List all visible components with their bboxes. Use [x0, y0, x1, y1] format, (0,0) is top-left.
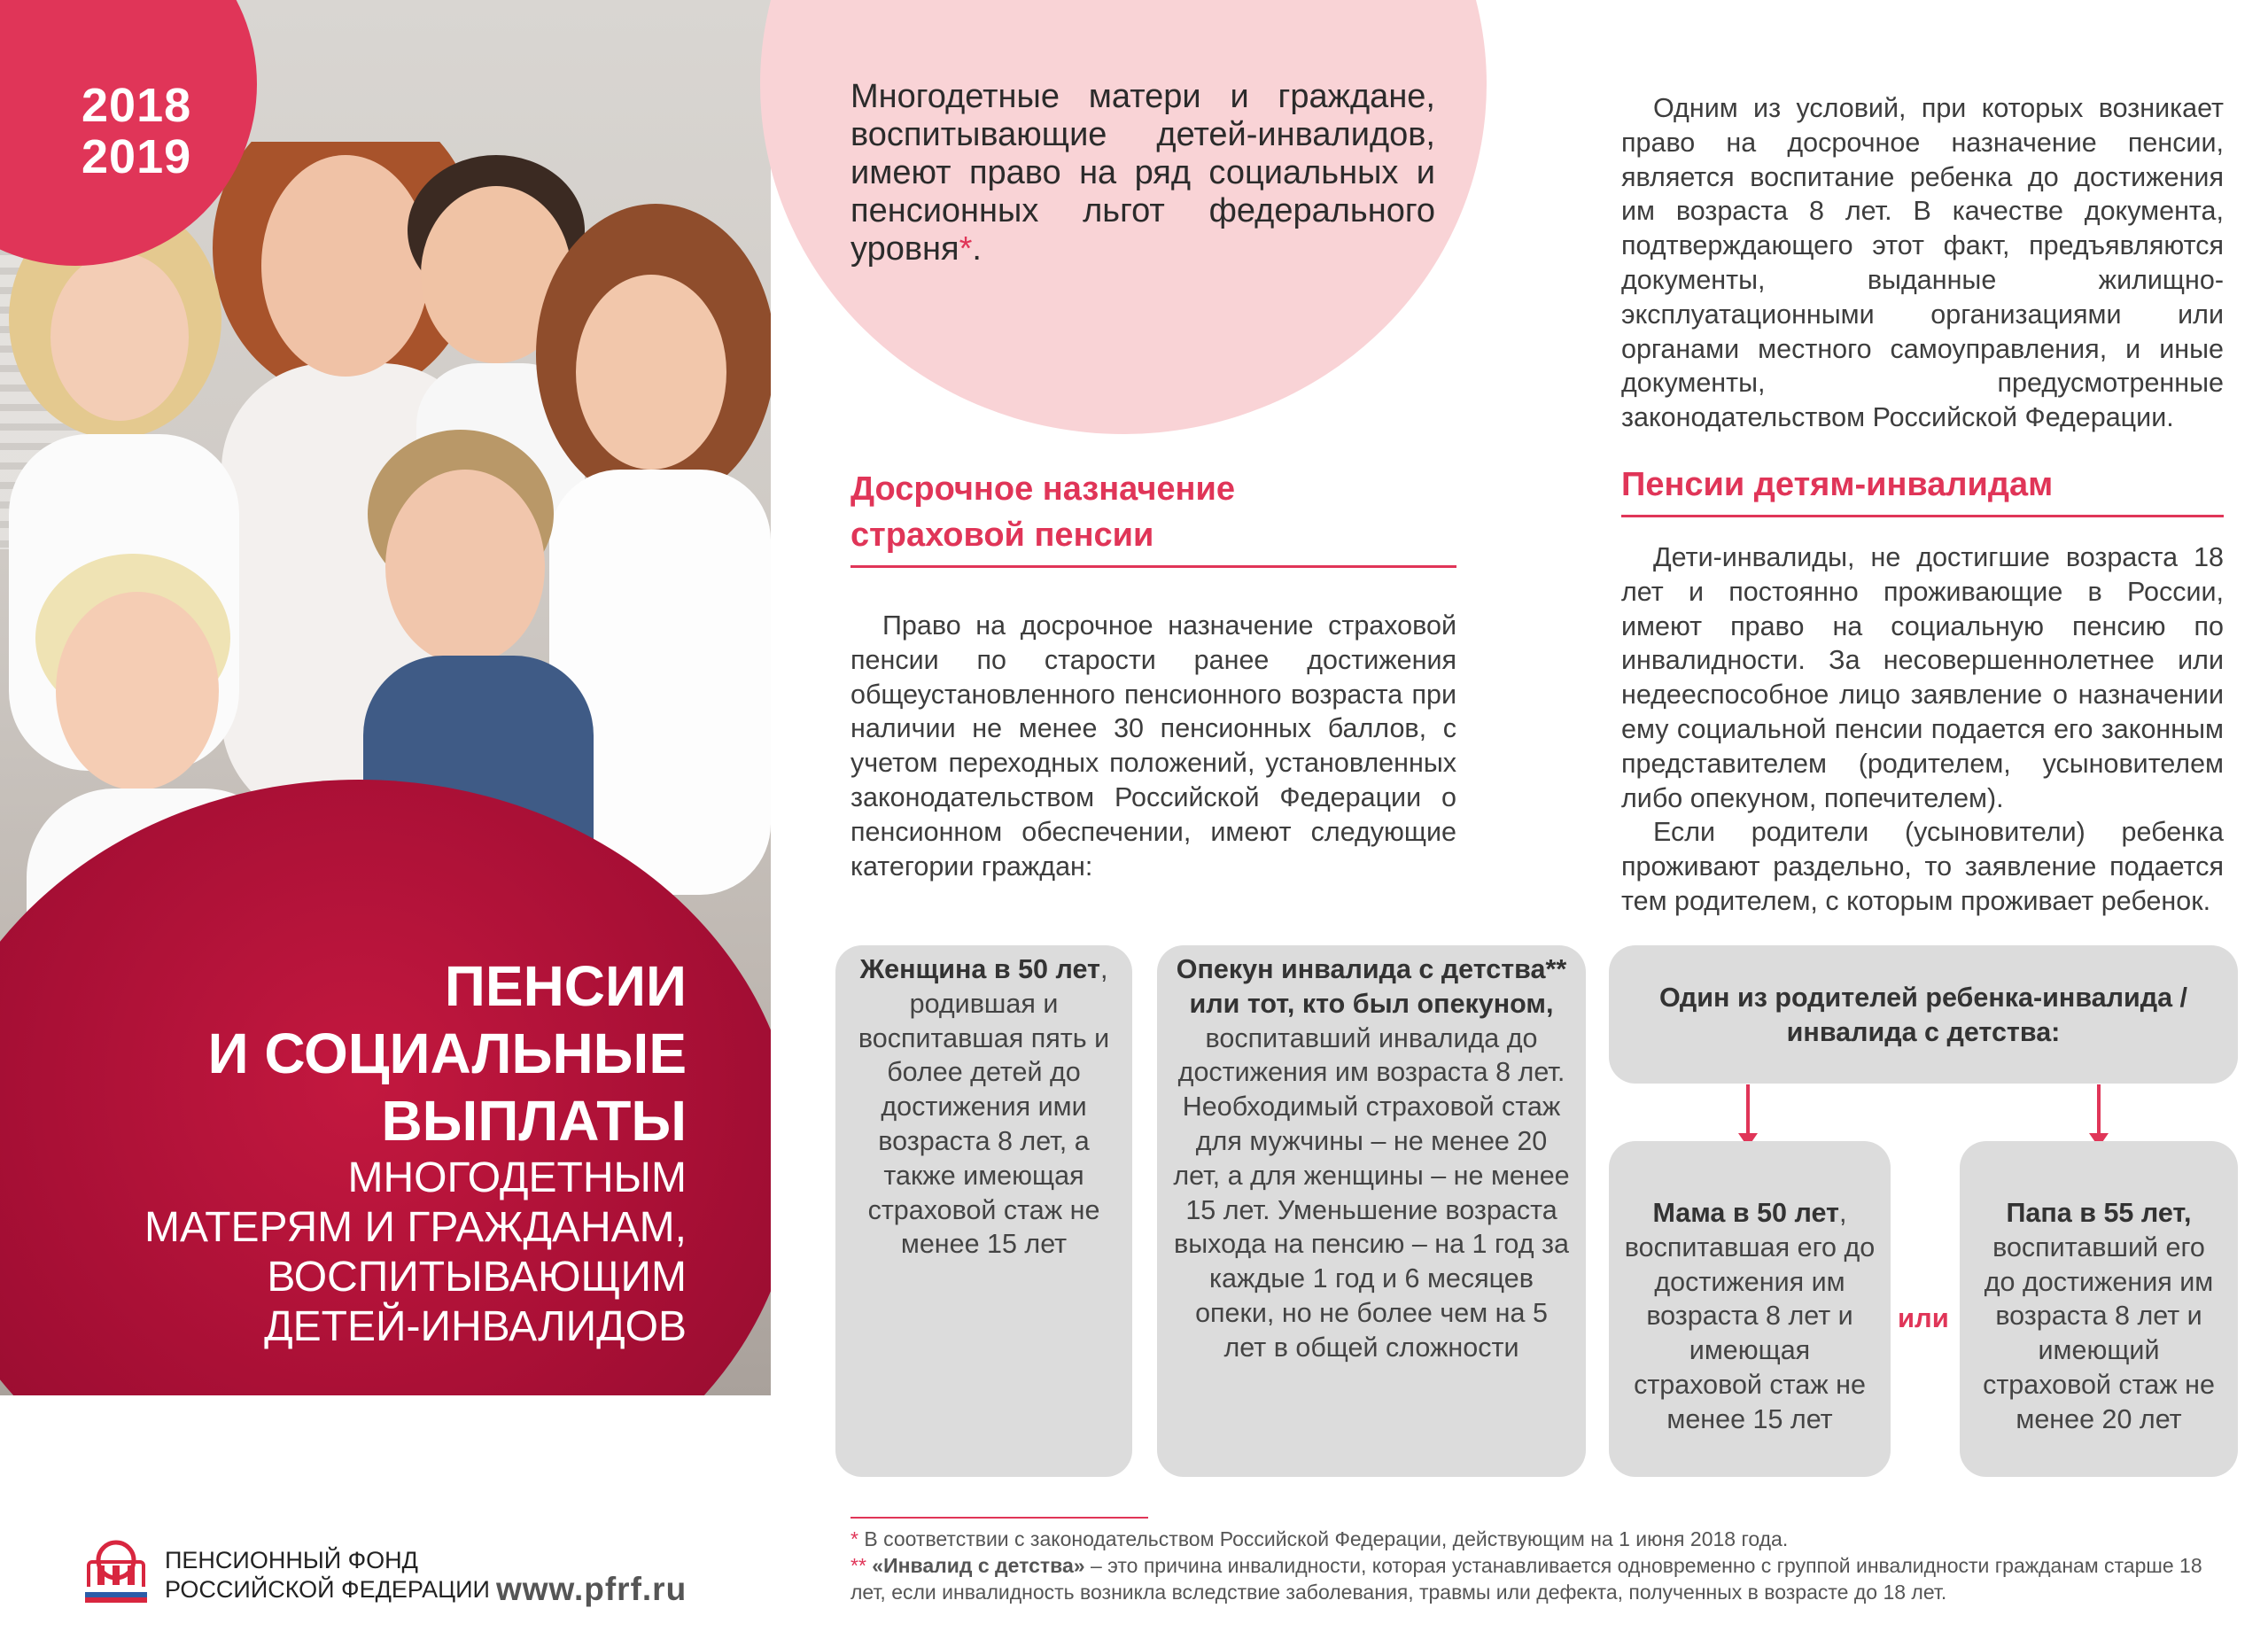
footnote-1-mark: *	[850, 1527, 858, 1550]
disabled-children-text2: Если родители (усыновители) ребенка проживают раздельно, то заявление подается тем родителем, с которым проживает ребенок.	[1621, 817, 2224, 916]
lead-footnote-mark: *	[959, 230, 973, 268]
lead-text	[850, 78, 1435, 268]
early-pension-paragraph	[850, 609, 1456, 883]
early-pension-text: Право на досрочное назначение страховой пенсии по старости ранее достижения общеустановленного пенсионного возраста при наличии не менее 30 пенсионных баллов, с учетом переходных положений, установленных законодательством Российской Федерации о пенсионном обеспечении, имеют следующие категории граждан:	[850, 610, 1456, 882]
father-category-box	[1960, 1141, 2238, 1477]
woman-category-text: , родившая и воспитавшая пять и более детей до достижения ими возраста 8 лет, а также имеющая страховой стаж не менее 15 лет	[858, 954, 1110, 1260]
guardian-bold-part2: или тот, кто был опекуном,	[1189, 988, 1554, 1019]
mother-category-text: , воспитавшая его до достижения им возраста 8 лет и имеющая страховой стаж не менее 15 лет	[1624, 1198, 1876, 1434]
early-pension-heading-line2: страховой пенсии	[850, 517, 1154, 554]
cover-subtitle-line1: МНОГОДЕТНЫМ	[347, 1154, 687, 1201]
father-category-bold: Папа в 55 лет,	[2006, 1198, 2192, 1228]
year-start: 2018	[82, 79, 192, 132]
year-end: 2019	[82, 130, 192, 183]
early-pension-rule	[850, 565, 1456, 568]
cover-subtitle-line4: ДЕТЕЙ-ИНВАЛИДОВ	[264, 1303, 687, 1350]
footnote-1	[850, 1526, 2233, 1552]
org-name-line2: РОССИЙСКОЙ ФЕДЕРАЦИИ	[165, 1576, 490, 1603]
mother-category-box	[1609, 1141, 1891, 1477]
footnote-1-text: В соответствии с законодательством Российской Федерации, действующим на 1 июня 2018 года.	[858, 1527, 1789, 1550]
org-name-line1: ПЕНСИОННЫЙ ФОНД	[165, 1547, 418, 1573]
footnote-2	[850, 1552, 2233, 1605]
cover-title-line3: ВЫПЛАТЫ	[381, 1089, 687, 1153]
father-category-text: воспитавший его до достижения им возраста 8 лет и имеющий страховой стаж не менее 20 лет	[1983, 1231, 2215, 1434]
mother-category-bold: Мама в 50 лет	[1652, 1198, 1839, 1228]
footnote-2-text: – это причина инвалидности, которая устанавливается одновременно с группой инвалидности гражданам старше 18 лет, если инвалидность возникла вследствие заболевания, травмы или дефекта, полученных в возрасте до 18 лет.	[850, 1554, 2202, 1604]
lead-text-body: Многодетные матери и граждане, воспитывающие детей-инвалидов, имеют право на ряд социальных и пенсионных льгот федерального уровня	[850, 78, 1435, 268]
cover-title-line2: И СОЦИАЛЬНЫЕ	[207, 1022, 687, 1085]
website-link[interactable]: www.pfrf.ru	[496, 1571, 687, 1607]
guardian-category-text: воспитавший инвалида до достижения им возраста 8 лет. Необходимый страховой стаж для мужчины – не менее 20 лет, а для женщины – не менее 15 лет. Уменьшение возраста выхода на пенсию – на 1 год за каждые 1 год и 6 месяцев опеки, но не более чем на 5 лет в общей сложности	[1173, 1022, 1570, 1363]
woman-category-box	[835, 945, 1132, 1477]
lead-end: .	[972, 230, 982, 268]
arrow-to-mother	[1746, 1084, 1750, 1135]
footnote-rule	[850, 1517, 1148, 1519]
guardian-footnote-mark: **	[1545, 954, 1567, 984]
or-label: или	[1898, 1302, 1949, 1333]
disabled-children-paragraph	[1621, 540, 2224, 919]
parent-category-header: Один из родителей ребенка-инвалида / инвалида с детства:	[1658, 983, 2188, 1047]
footnote-2-term: «Инвалид с детства»	[866, 1554, 1085, 1577]
parent-category-header-box	[1609, 945, 2238, 1084]
footnote-2-mark: **	[850, 1554, 866, 1577]
disabled-children-text1: Дети-инвалиды, не достигшие возраста 18 лет и постоянно проживающие в России, имеют право на социальную пенсию по инвалидности. За несовершеннолетнее или недееспособное лицо заявление о назначении ему социальной пенсии подается его законным представителем (родителем, усыновителем либо опекуном, попечителем).	[1621, 542, 2224, 813]
woman-category-bold: Женщина в 50 лет	[859, 954, 1100, 984]
cover-title-line1: ПЕНСИИ	[444, 954, 687, 1018]
early-pension-heading-line1: Досрочное назначение	[850, 470, 1235, 508]
condition-paragraph-text: Одним из условий, при которых возникает право на досрочное назначение пенсии, является воспитание ребенка до достижения им возраста 8 лет. В качестве документа, подтверждающего этот факт, предъявляются документы, выданные жилищно-эксплуатационными организациями или органами местного самоуправления, и иные документы, предусмотренные законодательством Российской Федерации.	[1621, 93, 2224, 433]
cover-panel	[0, 0, 771, 1395]
pfr-logo-icon	[82, 1535, 154, 1603]
disabled-children-rule	[1621, 515, 2224, 517]
arrow-to-father	[2097, 1084, 2101, 1135]
disabled-children-heading: Пенсии детям-инвалидам	[1621, 466, 2054, 503]
guardian-bold-part1: Опекун инвалида с детства	[1176, 954, 1546, 984]
guardian-category-box	[1157, 945, 1586, 1477]
cover-subtitle-line3: ВОСПИТЫВАЮЩИМ	[267, 1254, 687, 1301]
condition-paragraph	[1621, 91, 2224, 435]
cover-subtitle-line2: МАТЕРЯМ И ГРАЖДАНАМ,	[144, 1204, 687, 1251]
